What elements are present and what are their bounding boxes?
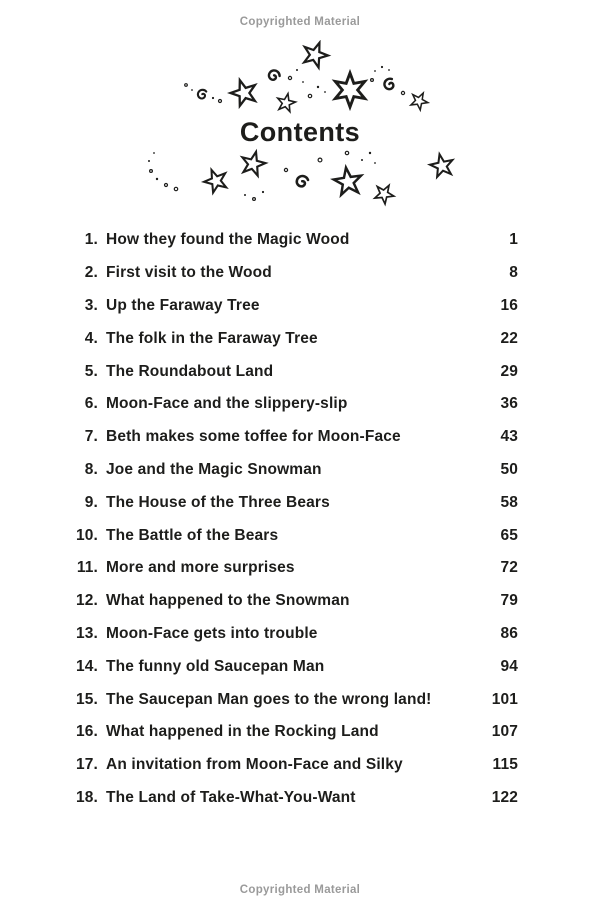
chapter-page-number: 22	[500, 329, 518, 347]
five-point-star-icon	[228, 40, 431, 112]
chapter-number: 15.	[76, 690, 98, 708]
chapter-page-number: 36	[500, 395, 518, 413]
toc-row	[64, 618, 518, 651]
chapter-page-number: 8	[509, 264, 518, 282]
spiral-icon	[198, 68, 396, 98]
toc-row	[64, 519, 518, 552]
chapter-title: The Saucepan Man goes to the wrong land!	[106, 690, 432, 708]
chapter-title: How they found the Magic Wood	[106, 231, 350, 249]
chapter-number: 1.	[84, 231, 98, 249]
toc-row	[64, 257, 518, 290]
chapter-number: 6.	[84, 395, 98, 413]
toc-row	[64, 585, 518, 618]
chapter-number: 8.	[84, 460, 98, 478]
star-decoration-bottom	[140, 148, 460, 210]
chapter-page-number: 94	[500, 657, 518, 675]
star-decoration-top	[182, 40, 438, 118]
toc-row	[64, 355, 518, 388]
chapter-number: 7.	[84, 428, 98, 446]
chapter-page-number: 1	[509, 231, 518, 249]
chapter-number: 2.	[84, 264, 98, 282]
chapter-title: The Roundabout Land	[106, 362, 274, 380]
chapter-title: Moon-Face gets into trouble	[106, 624, 318, 642]
spiral-icon	[295, 174, 308, 188]
chapter-title: What happened in the Rocking Land	[106, 723, 379, 741]
chapter-title: First visit to the Wood	[106, 264, 272, 282]
chapter-page-number: 43	[500, 428, 518, 446]
chapter-title: Joe and the Magic Snowman	[106, 460, 322, 478]
toc-row	[64, 552, 518, 585]
chapter-title: What happened to the Snowman	[106, 592, 350, 610]
chapter-page-number: 72	[500, 559, 518, 577]
chapter-number: 16.	[76, 723, 98, 741]
chapter-title: Moon-Face and the slippery-slip	[106, 395, 348, 413]
chapter-number: 11.	[76, 559, 98, 577]
chapter-title: The Battle of the Bears	[106, 526, 279, 544]
chapter-number: 13.	[76, 624, 98, 642]
chapter-number: 4.	[84, 329, 98, 347]
chapter-number: 12.	[76, 592, 98, 610]
chapter-number: 17.	[76, 756, 98, 774]
toc-row	[64, 388, 518, 421]
page-title: Contents	[239, 117, 361, 147]
chapter-title: More and more surprises	[106, 559, 295, 577]
chapter-number: 10.	[76, 526, 98, 544]
chapter-page-number: 115	[492, 756, 518, 774]
chapter-number: 5.	[84, 362, 98, 380]
chapter-page-number: 86	[500, 624, 518, 642]
chapter-number: 18.	[76, 788, 98, 806]
chapter-title: The folk in the Faraway Tree	[106, 329, 318, 347]
toc-row	[64, 486, 518, 519]
chapter-title: The funny old Saucepan Man	[106, 657, 325, 675]
toc-row	[64, 224, 518, 257]
chapter-title: Beth makes some toffee for Moon-Face	[106, 428, 401, 446]
toc-row	[64, 683, 518, 716]
chapter-page-number: 50	[500, 460, 518, 478]
chapter-page-number: 79	[500, 592, 518, 610]
chapter-page-number: 58	[500, 493, 518, 511]
toc-row	[64, 421, 518, 454]
chapter-page-number: 122	[491, 788, 518, 806]
chapter-page-number: 101	[491, 690, 518, 708]
toc-row	[64, 749, 518, 782]
chapter-number: 3.	[84, 296, 98, 314]
toc-row	[64, 782, 518, 815]
chapter-title: The House of the Three Bears	[106, 493, 330, 511]
chapter-title: Up the Faraway Tree	[106, 296, 260, 314]
chapter-title: An invitation from Moon-Face and Silky	[106, 756, 403, 774]
dot-decoration	[185, 66, 405, 103]
copyright-notice-bottom: Copyrighted Material	[239, 884, 361, 896]
toc-row	[64, 650, 518, 683]
copyright-notice-top: Copyrighted Material	[239, 16, 361, 28]
five-point-star-icon	[201, 149, 455, 206]
six-point-star-icon	[335, 73, 364, 107]
chapter-page-number: 16	[500, 296, 518, 314]
chapter-page-number: 29	[500, 362, 518, 380]
chapter-page-number: 107	[491, 723, 518, 741]
toc-row	[64, 290, 518, 323]
toc-row	[64, 716, 518, 749]
chapter-number: 9.	[84, 493, 98, 511]
chapter-number: 14.	[76, 657, 98, 675]
table-of-contents	[64, 224, 518, 814]
chapter-page-number: 65	[500, 526, 518, 544]
toc-row	[64, 454, 518, 487]
toc-row	[64, 322, 518, 355]
chapter-title: The Land of Take-What-You-Want	[106, 788, 356, 806]
